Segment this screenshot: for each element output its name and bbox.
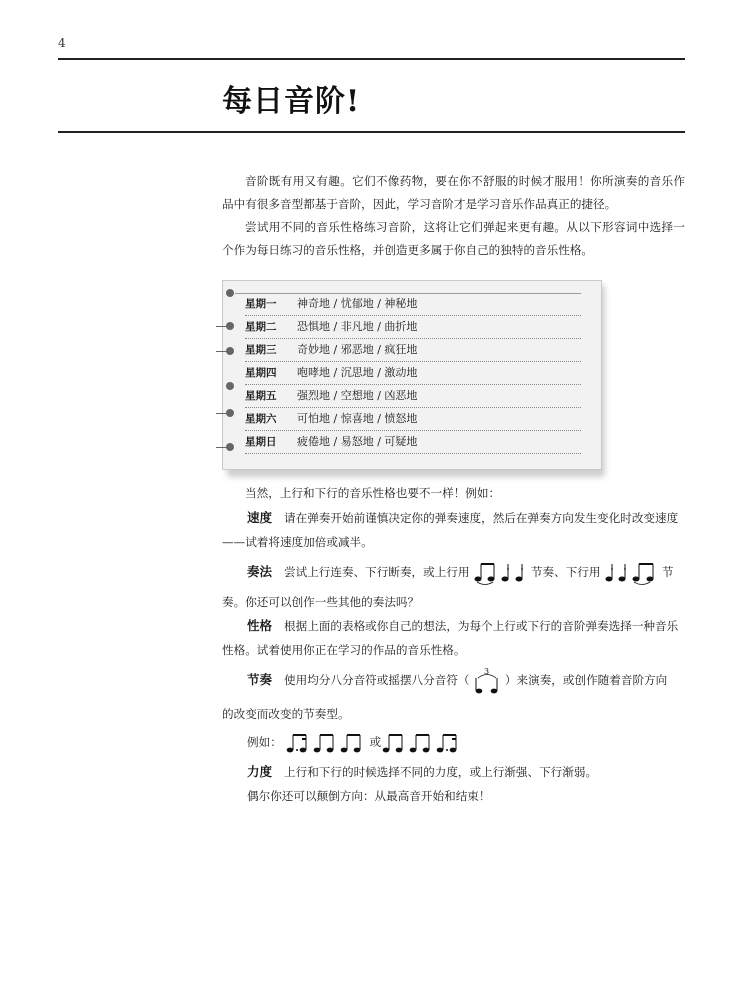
weekday-moods: 可怕地 / 惊喜地 / 愤怒地 [297,412,418,425]
tip-text: 节奏、下行用 [530,565,601,579]
weekday-label: 星期五 [245,390,277,402]
weekday-row [245,316,581,339]
tip-text: 上行和下行的时候选择不同的力度，或上行渐强、下行渐弱。 [284,765,598,779]
tip-articulation-continued: 奏。你还可以创作一些其他的奏法吗？ [222,595,420,609]
tip-label: 性格 [247,618,273,633]
title-rule [58,131,685,133]
weekday-row [245,293,581,316]
tip-text: 尝试上行连奏、下行断奏，或上行用 [284,565,470,579]
triplet-number: 3 [484,667,490,676]
tip-label: 节奏 [247,672,273,687]
tip-rhythm [222,666,685,696]
tip-speed [222,506,685,554]
weekday-moods: 咆哮地 / 沉思地 / 激动地 [297,366,418,379]
weekday-moods: 恐惧地 / 非凡地 / 曲折地 [297,320,418,333]
weekday-label: 星期一 [245,298,277,310]
binder-ring-icon [226,409,234,417]
page-number: 4 [58,36,66,50]
tip-text: 节 [661,565,674,579]
tip-label: 力度 [247,764,273,779]
weekday-label: 星期三 [245,344,277,356]
binder-ring-icon [226,322,234,330]
weekday-label: 星期四 [245,367,277,379]
example-or: 或 [369,735,382,749]
tip-articulation [222,560,685,585]
tip-label: 奏法 [247,564,273,579]
triplet-notes-icon [473,666,501,696]
weekday-card [222,280,602,470]
weekday-row [245,408,581,431]
tip-character [222,614,685,662]
even-dotted-notes-icon [381,731,465,755]
weekday-moods: 疲倦地 / 易怒地 / 可疑地 [297,435,418,448]
weekday-label: 星期二 [245,321,277,333]
tip-text: ）来演奏，或创作随着音阶方向 [504,673,668,687]
intro-paragraph-1: 音阶既有用又有趣。它们不像药物，要在你不舒服的时候才服用！你所演奏的音乐作品中有很多音型都基于音阶，因此，学习音阶才是学习音乐作品真正的捷径。 [222,174,685,211]
tip-text: 请在弹奏开始前谨慎决定你的弹奏速度，然后在弹奏方向发生变化时改变速度——试着将速度加倍或减半。 [222,511,679,549]
closing-sentence: 偶尔你还可以颠倒方向：从最高音开始和结束！ [247,789,491,803]
weekday-row [245,362,581,385]
binder-ring-icon [226,347,234,355]
weekday-label: 星期六 [245,413,277,425]
tip-rhythm-continued: 的改变而改变的节奏型。 [222,707,350,721]
tip-text: 根据上面的表格或你自己的想法，为每个上行或下行的音阶弹奏选择一种音乐性格。试着使用你正在学习的作品的音乐性格。 [222,619,679,657]
binder-ring-icon [226,443,234,451]
example-label: 例如： [247,735,282,749]
staccato-slur-notes-icon [604,561,658,585]
weekday-moods: 神奇地 / 忧郁地 / 神秘地 [297,297,418,310]
weekday-row [245,385,581,408]
tip-label: 速度 [247,510,273,525]
tip-text: 使用均分八分音符或摇摆八分音符（ [284,673,470,687]
dotted-rhythm-notes-icon [285,731,369,755]
closing-text [222,784,685,808]
binder-ring-icon [226,382,234,390]
weekday-label: 星期日 [245,436,277,448]
weekday-moods: 强烈地 / 空想地 / 凶恶地 [297,389,418,402]
weekday-row [245,339,581,362]
top-rule [58,58,685,60]
after-table-text: 当然，上行和下行的音乐性格也要不一样！例如： [245,486,501,500]
binder-ring-icon [226,289,234,297]
weekday-row [245,431,581,454]
tip-dynamics [222,760,685,784]
slur-staccato-notes-icon [473,561,527,585]
tip-example [222,730,685,755]
page-title: 每日音阶! [222,84,361,119]
weekday-moods: 奇妙地 / 邪恶地 / 疯狂地 [297,343,418,356]
intro-paragraph-2: 尝试用不同的音乐性格练习音阶，这将让它们弹起来更有趣。从以下形容词中选择一个作为每日练习的音乐性格，并创造更多属于你自己的独特的音乐性格。 [222,220,685,257]
